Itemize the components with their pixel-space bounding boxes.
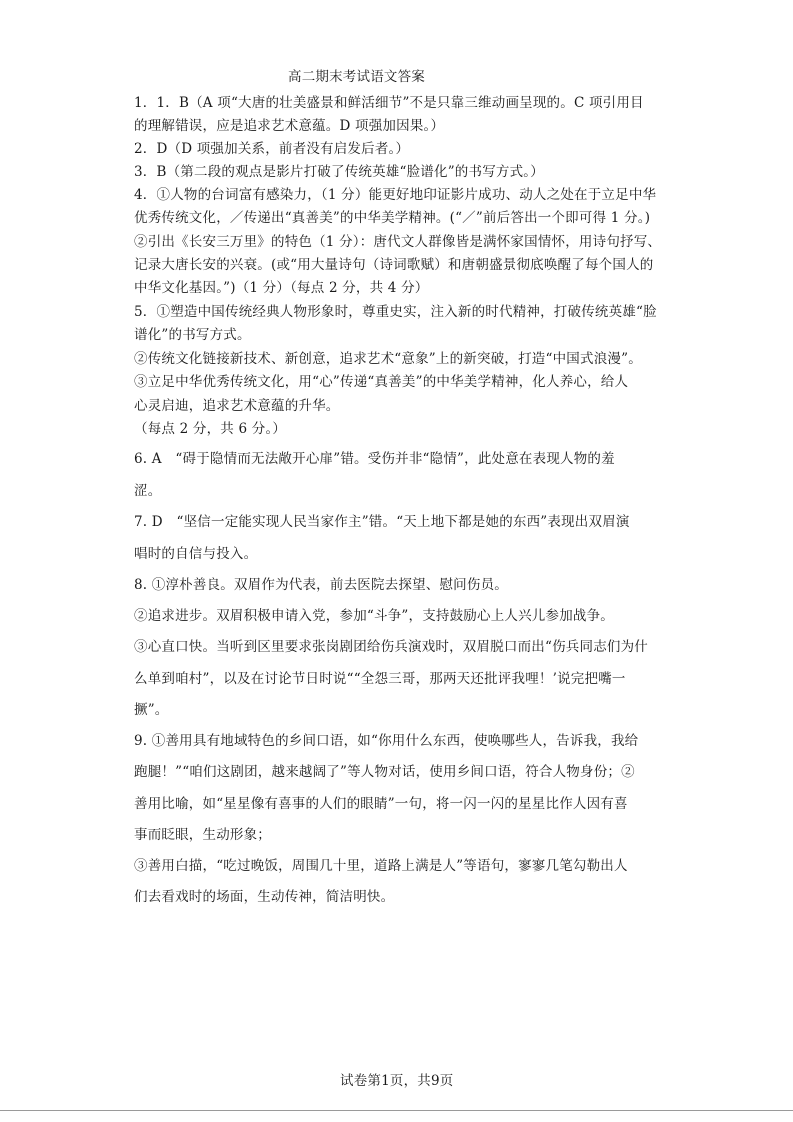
answer-line-30: 们去看戏时的场面，生动传神，简洁明快。 [134, 889, 395, 905]
answer-line-4: 3．B（第二段的观点是影片打破了传统英雄“脸谱化”的书写方式。） [134, 164, 544, 180]
answer-line-14: 心灵启迪，追求艺术意蕴的升华。 [134, 398, 340, 414]
answer-line-17: 涩。 [134, 483, 162, 499]
answer-line-9: 中华文化基因。”)（1 分）（每点 2 分，共 4 分） [134, 280, 429, 296]
answer-line-21: ②追求进步。双眉积极申请入党，参加“斗争”，支持鼓励心上人兴儿参加战争。 [134, 608, 615, 624]
page-footer: 试卷第1页，共9页 [340, 1073, 454, 1089]
answer-line-7: ②引出《长安三万里》的特色（1 分）：唐代文人群像皆是满怀家国情怀，用诗句抒写、 [134, 234, 662, 250]
answer-line-22: ③心直口快。当听到区里要求张岗剧团给伤兵演戏时，双眉脱口而出“伤兵同志们为什 [134, 639, 649, 655]
answer-line-18: 7. D “坚信一定能实现人民当家作主”错。“天上地下都是她的东西”表现出双眉演 [134, 514, 630, 530]
answer-line-11: 谱化”的书写方式。 [134, 327, 251, 343]
answer-line-28: 事而眨眼，生动形象； [134, 827, 271, 843]
page-title: 高二期末考试语文答案 [288, 69, 425, 85]
answer-line-8: 记录大唐长安的兴衰。(或“用大量诗句（诗词歌赋）和唐朝盛景彻底唤醒了每个国人的 [134, 257, 654, 273]
answer-line-3: 2．D（D 项强加关系，前者没有启发后者。） [134, 141, 410, 157]
answer-line-10: 5．①塑造中国传统经典人物形象时，尊重史实，注入新的时代精神，打破传统英雄“脸 [134, 304, 657, 320]
answer-line-20: 8. ①淳朴善良。双眉作为代表，前去医院去探望、慰问伤员。 [134, 577, 508, 593]
answer-line-1: 1．1．B（A 项“大唐的壮美盛景和鲜活细节”不是只靠三维动画呈现的。C 项引用目 [134, 95, 644, 111]
answer-line-23: 么单到咱村”，以及在讨论节日时说““全怨三哥，那两天还批评我哩！’说完把嘴一 [134, 671, 626, 687]
answer-line-24: 撅”。 [134, 702, 169, 718]
answer-line-15: （每点 2 分，共 6 分。） [134, 421, 287, 437]
answer-line-12: ②传统文化链接新技术、新创意，追求艺术“意象”上的新突破，打造“中国式浪漫”。 [134, 351, 642, 367]
answer-line-27: 善用比喻，如“星星像有喜事的人们的眼睛”一句，将一闪一闪的星星比作人因有喜 [134, 796, 628, 812]
answer-line-29: ③善用白描，“吃过晚饭，周围几十里，道路上满是人”等语句，寥寥几笔勾勒出人 [134, 858, 628, 874]
answer-line-16: 6. A “碍于隐情而无法敞开心扉”错。受伤并非“隐情”，此处意在表现人物的羞 [134, 451, 615, 467]
answer-line-2: 的理解错误，应是追求艺术意蕴。D 项强加因果。） [134, 118, 445, 134]
answer-line-25: 9. ①善用具有地域特色的乡间口语，如“你用什么东西，使唤哪些人，告诉我，我给 [134, 733, 639, 749]
answer-line-26: 跑腿！”“咱们这剧团，越来越阔了”等人物对话，使用乡间口语，符合人物身份；② [134, 764, 635, 780]
bottom-divider [0, 1110, 793, 1111]
answer-line-13: ③立足中华优秀传统文化，用“心”传递“真善美”的中华美学精神，化人养心，给人 [134, 374, 629, 390]
answer-line-5: 4．①人物的台词富有感染力，（1 分）能更好地印证影片成功、动人之处在于立足中华 [134, 187, 657, 203]
answer-line-6: 优秀传统文化，／传递出“真善美”的中华美学精神。(“／”前后答出一个即可得 1 分。) [134, 210, 651, 226]
answer-line-19: 唱时的自信与投入。 [134, 546, 258, 562]
